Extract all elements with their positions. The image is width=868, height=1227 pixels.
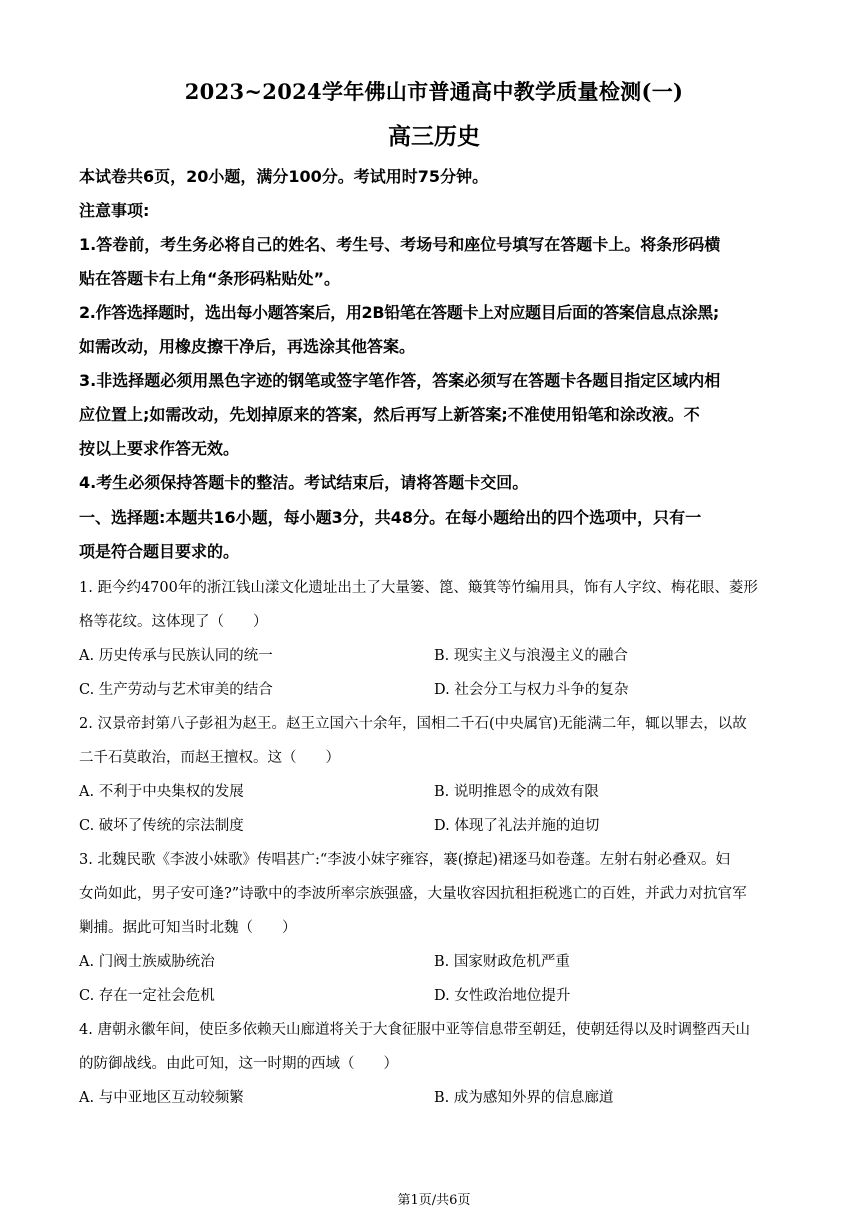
notice-line: 如需改动，用橡皮擦干净后，再选涂其他答案。: [79, 337, 416, 356]
question-stem: 4. 唐朝永徽年间，使臣多依赖天山廊道将关于大食征服中亚等信息带至朝廷，使朝廷得以及时调整西天山: [79, 1022, 750, 1038]
question-stem: 3. 北魏民歌《李波小妹歌》传唱甚广:“李波小妹字雍容，褰(撩起)裙逐马如卷蓬。左射右射必叠双。妇: [79, 852, 731, 868]
option-b: B. 说明推恩令的成效有限: [434, 784, 599, 800]
exam-title: 2023~2024学年佛山市普通高中教学质量检测(一): [184, 79, 684, 104]
option-a: A. 历史传承与民族认同的统一: [79, 648, 273, 664]
question-stem: 的防御战线。由此可知，这一时期的西域（ ）: [79, 1056, 398, 1072]
option-c: C. 生产劳动与艺术审美的结合: [79, 682, 273, 698]
option-a: A. 不利于中央集权的发展: [79, 784, 244, 800]
notice-line: 3.非选择题必须用黑色字迹的钢笔或签字笔作答，答案必须写在答题卡各题目指定区域内相: [79, 371, 721, 390]
notice-line: 4.考生必须保持答题卡的整洁。考试结束后，请将答题卡交回。: [79, 473, 529, 492]
question-stem: 女尚如此，男子安可逢?”诗歌中的李波所率宗族强盛，大量收容因抗租拒税逃亡的百姓，并武力对抗官军: [79, 886, 747, 902]
option-b: B. 成为感知外界的信息廊道: [434, 1090, 614, 1106]
section-heading: 一、选择题:本题共16小题，每小题3分，共48分。在每小题给出的四个选项中，只有一: [79, 508, 702, 527]
question-stem: 格等花纹。这体现了（ ）: [79, 614, 268, 630]
page-number: 第1页/共6页: [397, 1193, 471, 1208]
notice-line: 应位置上;如需改动，先划掉原来的答案，然后再写上新答案;不准使用铅笔和涂改液。不: [79, 405, 700, 424]
option-c: C. 存在一定社会危机: [79, 988, 215, 1004]
notice-line: 1.答卷前，考生务必将自己的姓名、考生号、考场号和座位号填写在答题卡上。将条形码横: [79, 235, 721, 254]
option-d: D. 社会分工与权力斗争的复杂: [434, 682, 629, 698]
exam-intro: 本试卷共6页，20小题，满分100分。考试用时75分钟。: [79, 167, 489, 186]
exam-subject: 高三历史: [388, 123, 480, 150]
notice-heading: 注意事项:: [79, 201, 150, 220]
question-stem: 剿捕。据此可知当时北魏（ ）: [79, 920, 297, 936]
section-heading: 项是符合题目要求的。: [79, 542, 240, 561]
notice-line: 按以上要求作答无效。: [79, 439, 240, 458]
question-stem: 二千石莫敢治，而赵王擅权。这（ ）: [79, 750, 340, 766]
question-stem: 1. 距今约4700年的浙江钱山漾文化遗址出土了大量篓、箆、簸箕等竹编用具，饰有人字纹、梅花眼、菱形: [79, 580, 758, 596]
option-d: D. 体现了礼法并施的迫切: [434, 818, 600, 834]
notice-line: 2.作答选择题时，选出每小题答案后，用2B铅笔在答题卡上对应题目后面的答案信息点涂黑;: [79, 303, 719, 322]
option-a: A. 门阀士族威胁统治: [79, 954, 215, 970]
question-stem: 2. 汉景帝封第八子彭祖为赵王。赵王立国六十余年，国相二千石(中央属官)无能满二年，辄以罪去，以故: [79, 716, 747, 732]
option-a: A. 与中亚地区互动较频繁: [79, 1090, 244, 1106]
option-d: D. 女性政治地位提升: [434, 988, 571, 1004]
option-b: B. 现实主义与浪漫主义的融合: [434, 648, 628, 664]
option-c: C. 破坏了传统的宗法制度: [79, 818, 244, 834]
option-b: B. 国家财政危机严重: [434, 954, 570, 970]
notice-line: 贴在答题卡右上角“条形码粘贴处”。: [79, 269, 341, 288]
